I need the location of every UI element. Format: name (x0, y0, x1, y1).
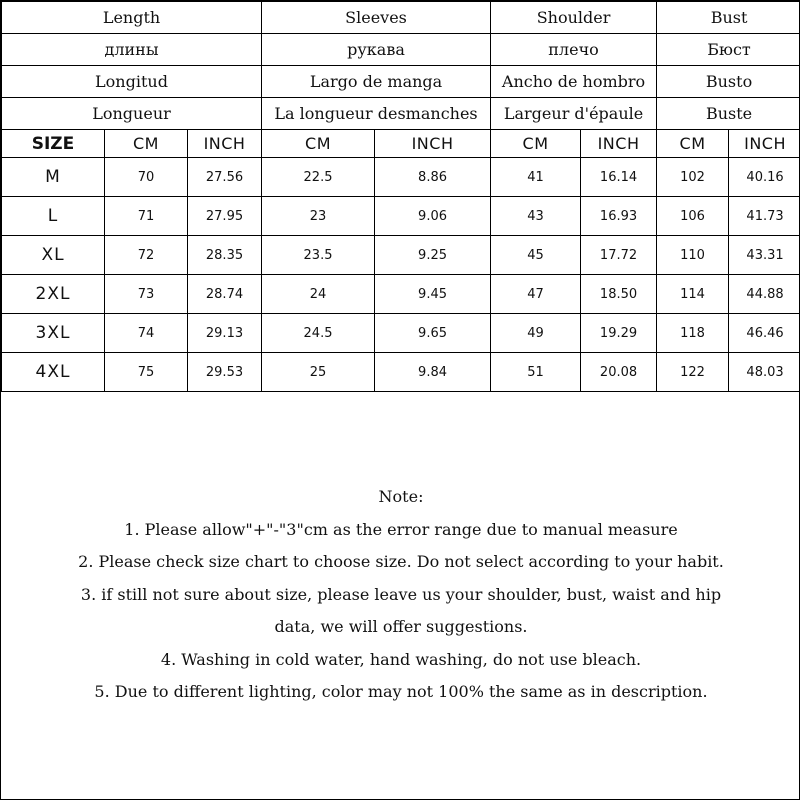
bust-cm-cell: 106 (657, 197, 729, 236)
table-row (2, 236, 800, 275)
shoulder-inch-cell: 16.93 (581, 197, 657, 236)
shoulder-cm-cell: 45 (491, 236, 581, 275)
shoulder-inch-cell: 18.50 (581, 275, 657, 314)
header-row-spanish (2, 66, 800, 98)
header-bust: Buste (657, 98, 800, 130)
shoulder-cm-cell: 43 (491, 197, 581, 236)
header-sleeves: Largo de manga (262, 66, 491, 98)
column-header-inch: INCH (581, 130, 657, 158)
column-header-inch: INCH (729, 130, 800, 158)
length-inch-cell: 27.95 (188, 197, 262, 236)
column-header-inch: INCH (375, 130, 491, 158)
column-header-cm: CM (262, 130, 375, 158)
length-cm-cell: 70 (105, 158, 188, 197)
bust-cm-cell: 114 (657, 275, 729, 314)
length-cm-cell: 75 (105, 353, 188, 392)
bust-inch-cell: 44.88 (729, 275, 800, 314)
header-shoulder: Shoulder (491, 2, 657, 34)
header-shoulder: Largeur d'épaule (491, 98, 657, 130)
length-inch-cell: 29.53 (188, 353, 262, 392)
table-row (2, 158, 800, 197)
header-sleeves: La longueur desmanches (262, 98, 491, 130)
table-row (2, 197, 800, 236)
shoulder-cm-cell: 49 (491, 314, 581, 353)
length-inch-cell: 27.56 (188, 158, 262, 197)
size-cell: 2XL (2, 275, 105, 314)
sleeves-cm-cell: 23.5 (262, 236, 375, 275)
sleeves-inch-cell: 9.25 (375, 236, 491, 275)
bust-cm-cell: 102 (657, 158, 729, 197)
column-header-inch: INCH (188, 130, 262, 158)
table-row (2, 275, 800, 314)
header-row-russian (2, 34, 800, 66)
bust-cm-cell: 118 (657, 314, 729, 353)
bust-cm-cell: 122 (657, 353, 729, 392)
length-cm-cell: 72 (105, 236, 188, 275)
size-cell: 4XL (2, 353, 105, 392)
table-row (2, 353, 800, 392)
header-length: Longitud (2, 66, 262, 98)
header-length: Longueur (2, 98, 262, 130)
sleeves-cm-cell: 24 (262, 275, 375, 314)
length-inch-cell: 28.35 (188, 236, 262, 275)
sleeves-cm-cell: 24.5 (262, 314, 375, 353)
header-row-english (2, 2, 800, 34)
bust-inch-cell: 43.31 (729, 236, 800, 275)
note-item: 2. Please check size chart to choose size. Do not select according to your habit. (78, 552, 724, 571)
sleeves-cm-cell: 22.5 (262, 158, 375, 197)
header-length: Length (2, 2, 262, 34)
length-inch-cell: 29.13 (188, 314, 262, 353)
shoulder-inch-cell: 20.08 (581, 353, 657, 392)
bust-cm-cell: 110 (657, 236, 729, 275)
shoulder-cm-cell: 47 (491, 275, 581, 314)
column-header-size: SIZE (2, 130, 105, 158)
sleeves-inch-cell: 9.06 (375, 197, 491, 236)
sleeves-inch-cell: 9.45 (375, 275, 491, 314)
sleeves-cm-cell: 25 (262, 353, 375, 392)
column-header-cm: CM (105, 130, 188, 158)
column-header-cm: CM (491, 130, 581, 158)
header-length: длины (2, 34, 262, 66)
header-bust: Busto (657, 66, 800, 98)
sleeves-inch-cell: 8.86 (375, 158, 491, 197)
size-cell: XL (2, 236, 105, 275)
shoulder-cm-cell: 51 (491, 353, 581, 392)
length-inch-cell: 28.74 (188, 275, 262, 314)
table-row (2, 314, 800, 353)
bust-inch-cell: 46.46 (729, 314, 800, 353)
column-header-cm: CM (657, 130, 729, 158)
column-header-row (2, 130, 800, 158)
header-row-french (2, 98, 800, 130)
bust-inch-cell: 48.03 (729, 353, 800, 392)
header-sleeves: Sleeves (262, 2, 491, 34)
size-cell: L (2, 197, 105, 236)
note-item: 4. Washing in cold water, hand washing, do not use bleach. (160, 649, 642, 669)
size-cell: 3XL (2, 314, 105, 353)
note-item: 1. Please allow"+"-"3"cm as the error range due to manual measure (124, 519, 678, 539)
bust-inch-cell: 41.73 (729, 197, 800, 236)
sleeves-inch-cell: 9.84 (375, 353, 491, 392)
bust-inch-cell: 40.16 (729, 158, 800, 197)
size-chart-table (1, 1, 800, 392)
length-cm-cell: 73 (105, 275, 188, 314)
header-sleeves: рукава (262, 34, 491, 66)
header-bust: Bust (657, 2, 800, 34)
note-item: data, we will offer suggestions. (274, 617, 528, 636)
sleeves-inch-cell: 9.65 (375, 314, 491, 353)
shoulder-inch-cell: 16.14 (581, 158, 657, 197)
shoulder-inch-cell: 17.72 (581, 236, 657, 275)
length-cm-cell: 74 (105, 314, 188, 353)
shoulder-cm-cell: 41 (491, 158, 581, 197)
notes-section (1, 481, 800, 709)
length-cm-cell: 71 (105, 197, 188, 236)
note-item: 5. Due to different lighting, color may not 100% the same as in description. (94, 682, 708, 701)
header-bust: Бюст (657, 34, 800, 66)
size-cell: M (2, 158, 105, 197)
note-item: 3. if still not sure about size, please leave us your shoulder, bust, waist and hip (80, 584, 722, 604)
header-shoulder: Ancho de hombro (491, 66, 657, 98)
header-shoulder: плечо (491, 34, 657, 66)
notes-title: Note: (378, 487, 424, 506)
sleeves-cm-cell: 23 (262, 197, 375, 236)
shoulder-inch-cell: 19.29 (581, 314, 657, 353)
